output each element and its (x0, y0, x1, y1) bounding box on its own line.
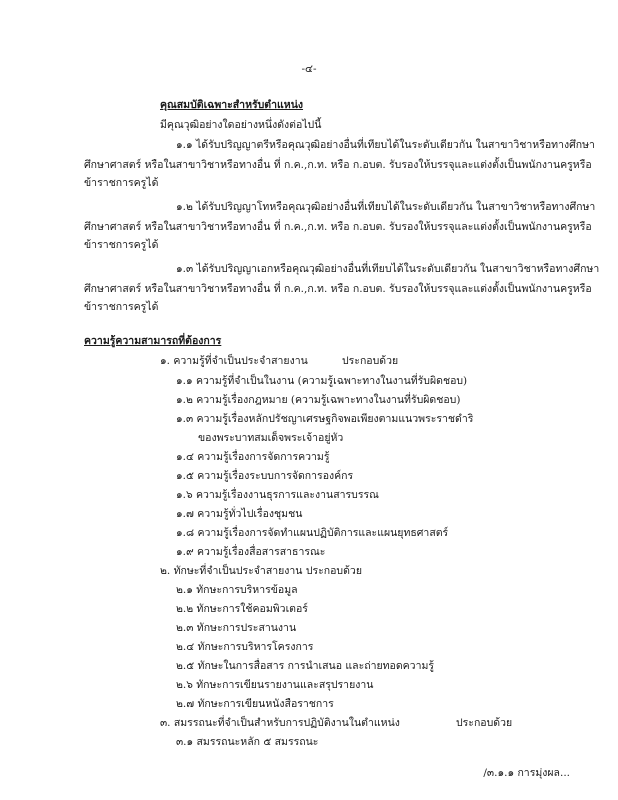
list-item: ๑.๑ ความรู้ที่จำเป็นในงาน (ความรู้เฉพาะทางในงานที่รับผิดชอบ) (176, 375, 468, 387)
list-item: ๑.๒ ความรู้เรื่องกฎหมาย (ความรู้เฉพาะทางในงานที่รับผิดชอบ) (176, 394, 461, 406)
qualification-item-line: ข้าราชการครูได้ (84, 239, 159, 251)
list-item: ๑.๘ ความรู้เรื่องการจัดทำแผนปฏิบัติการและแผนยุทธศาสตร์ (176, 527, 449, 539)
list-item: ๒.๖ ทักษะการเขียนรายงานและสรุปรายงาน (176, 679, 374, 691)
list-item: ๑.๗ ความรู้ทั่วไปเรื่องชุมชน (176, 508, 303, 520)
knowledge-heading: ความรู้ความสามารถที่ต้องการ (84, 335, 222, 347)
section-title: ๒. ทักษะที่จำเป็นประจำสายงาน ประกอบด้วย (160, 565, 362, 577)
qualification-item-line: ข้าราชการครูได้ (84, 301, 159, 313)
list-item: ๒.๒ ทักษะการใช้คอมพิวเตอร์ (176, 603, 308, 615)
list-item: ๑.๓ ความรู้เรื่องหลักปรัชญาเศรษฐกิจพอเพียงตามแนวพระราชดำริ (176, 413, 474, 425)
list-item: ๑.๖ ความรู้เรื่องงานธุรการและงานสารบรรณ (176, 489, 379, 501)
list-item: ๒.๓ ทักษะการประสานงาน (176, 622, 297, 634)
qualifications-intro: มีคุณวุฒิอย่างใดอย่างหนึ่งดังต่อไปนี้ (160, 119, 322, 131)
qualification-item-line: ๑.๒ ได้รับปริญญาโทหรือคุณวุฒิอย่างอื่นที่เทียบได้ในระดับเดียวกัน ในสาขาวิชาหรือทางศึกษา (176, 201, 596, 213)
page-number: -๔- (301, 63, 317, 75)
list-item: ๒.๑ ทักษะการบริหารข้อมูล (176, 584, 298, 596)
list-item-continuation: ของพระบาทสมเด็จพระเจ้าอยู่หัว (198, 432, 344, 444)
list-item: ๓.๑ สมรรถนะหลัก ๕ สมรรถนะ (176, 736, 319, 748)
list-item: ๑.๔ ความรู้เรื่องการจัดการความรู้ (176, 451, 330, 463)
qualification-item-line: ๑.๓ ได้รับปริญญาเอกหรือคุณวุฒิอย่างอื่นที่เทียบได้ในระดับเดียวกัน ในสาขาวิชาหรือทางศึกษา (176, 263, 600, 275)
section-suffix: ประกอบด้วย (456, 717, 513, 729)
list-item: ๒.๕ ทักษะในการสื่อสาร การนำเสนอ และถ่ายทอดความรู้ (176, 660, 435, 672)
section-title: ๑. ความรู้ที่จำเป็นประจำสายงาน (160, 355, 308, 367)
list-item: ๑.๕ ความรู้เรื่องระบบการจัดการองค์กร (176, 470, 354, 482)
section-suffix: ประกอบด้วย (342, 355, 399, 367)
section-title: ๓. สมรรถนะที่จำเป็นสำหรับการปฏิบัติงานในตำแหน่ง (160, 717, 400, 729)
list-item: ๒.๔ ทักษะการบริหารโครงการ (176, 641, 314, 653)
list-item: ๑.๙ ความรู้เรื่องสื่อสารสาธารณะ (176, 546, 326, 558)
qualification-item-line: ๑.๑ ได้รับปริญญาตรีหรือคุณวุฒิอย่างอื่นที่เทียบได้ในระดับเดียวกัน ในสาขาวิชาหรือทางศึกษา (176, 139, 595, 151)
qualification-item-line: ศึกษาศาสตร์ หรือในสาขาวิชาหรือทางอื่น ที่ ก.ค.,ก.ท. หรือ ก.อบต. รับรองให้บรรจุและแต่งตั้งเป็นพนักงานครูหรือ (84, 159, 592, 171)
qualifications-heading: คุณสมบัติเฉพาะสำหรับตำแหน่ง (160, 99, 304, 111)
continuation-marker: /๓.๑.๑ การมุ่งผล... (483, 767, 570, 779)
qualification-item-line: ศึกษาศาสตร์ หรือในสาขาวิชาหรือทางอื่น ที่ ก.ค.,ก.ท. หรือ ก.อบต. รับรองให้บรรจุและแต่งตั้งเป็นพนักงานครูหรือ (84, 283, 592, 295)
list-item: ๒.๗ ทักษะการเขียนหนังสือราชการ (176, 698, 334, 710)
qualification-item-line: ศึกษาศาสตร์ หรือในสาขาวิชาหรือทางอื่น ที่ ก.ค.,ก.ท. หรือ ก.อบต. รับรองให้บรรจุและแต่งตั้งเป็นพนักงานครูหรือ (84, 221, 592, 233)
qualification-item-line: ข้าราชการครูได้ (84, 177, 159, 189)
